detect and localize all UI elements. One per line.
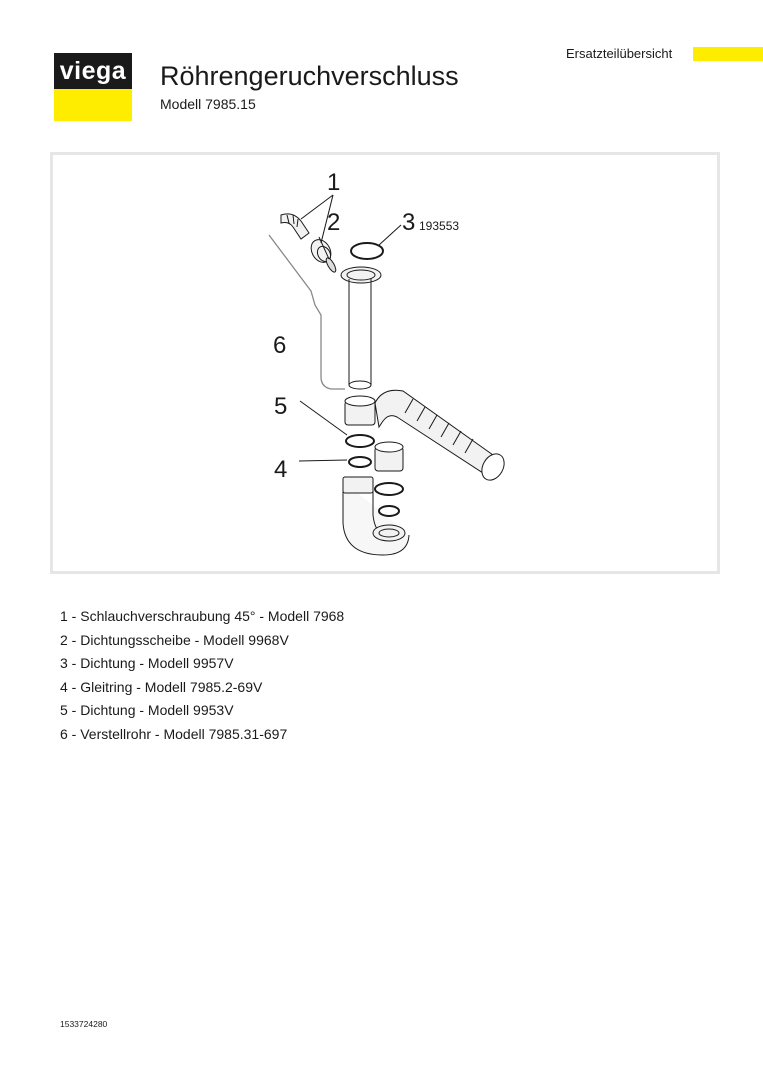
hose-fitting-45-icon: [281, 214, 309, 239]
callout-3-article-number: 193553: [419, 219, 460, 233]
list-item: 3 - Dichtung - Modell 9957V: [60, 655, 234, 672]
logo-yellow-block: [54, 89, 132, 121]
list-item: 6 - Verstellrohr - Modell 7985.31-697: [60, 725, 288, 742]
exploded-view-drawing: [53, 155, 717, 571]
callout-1: 1: [327, 169, 341, 196]
document-type-accent-bar: [693, 47, 763, 61]
callout-5: 5: [274, 393, 288, 420]
document-type-label: Ersatzteilübersicht: [566, 46, 673, 61]
viega-logo-icon: [54, 53, 132, 121]
seal-5-icon: [346, 435, 374, 447]
model-subtitle: Modell 7985.15: [160, 96, 256, 112]
callout-4: 4: [274, 456, 288, 483]
union-nut-icon: [345, 396, 375, 425]
callout-2: 2: [327, 209, 341, 236]
sealing-washer-icon: [324, 257, 337, 274]
parts-list: [60, 605, 344, 747]
right-small-ring-icon: [379, 506, 399, 516]
exploded-view-figure: [50, 152, 720, 574]
vertical-pipe-icon: [349, 279, 371, 389]
lower-nut-icon: [373, 525, 405, 541]
list-item: 2 - Dichtungsscheibe - Modell 9968V: [60, 631, 289, 648]
slide-ring-4-icon: [349, 457, 371, 467]
document-id: 1533724280: [60, 1019, 108, 1029]
pipe-nut-icon: [341, 267, 381, 283]
list-item: 1 - Schlauchverschraubung 45° - Modell 7968: [60, 608, 345, 624]
right-seal-icon: [375, 483, 403, 495]
callout-6: 6: [273, 332, 287, 359]
seal-ring-icon: [351, 243, 383, 259]
callout-3: 3: [402, 209, 416, 236]
page-title: Röhrengeruchverschluss: [160, 61, 459, 91]
list-item: 5 - Dichtung - Modell 9953V: [60, 702, 234, 719]
right-nut-icon: [375, 442, 403, 471]
list-item: 4 - Gleitring - Modell 7985.2-69V: [60, 678, 263, 695]
adjustment-pipe-outline: [269, 235, 345, 389]
logo-wordmark: viega: [54, 53, 132, 89]
